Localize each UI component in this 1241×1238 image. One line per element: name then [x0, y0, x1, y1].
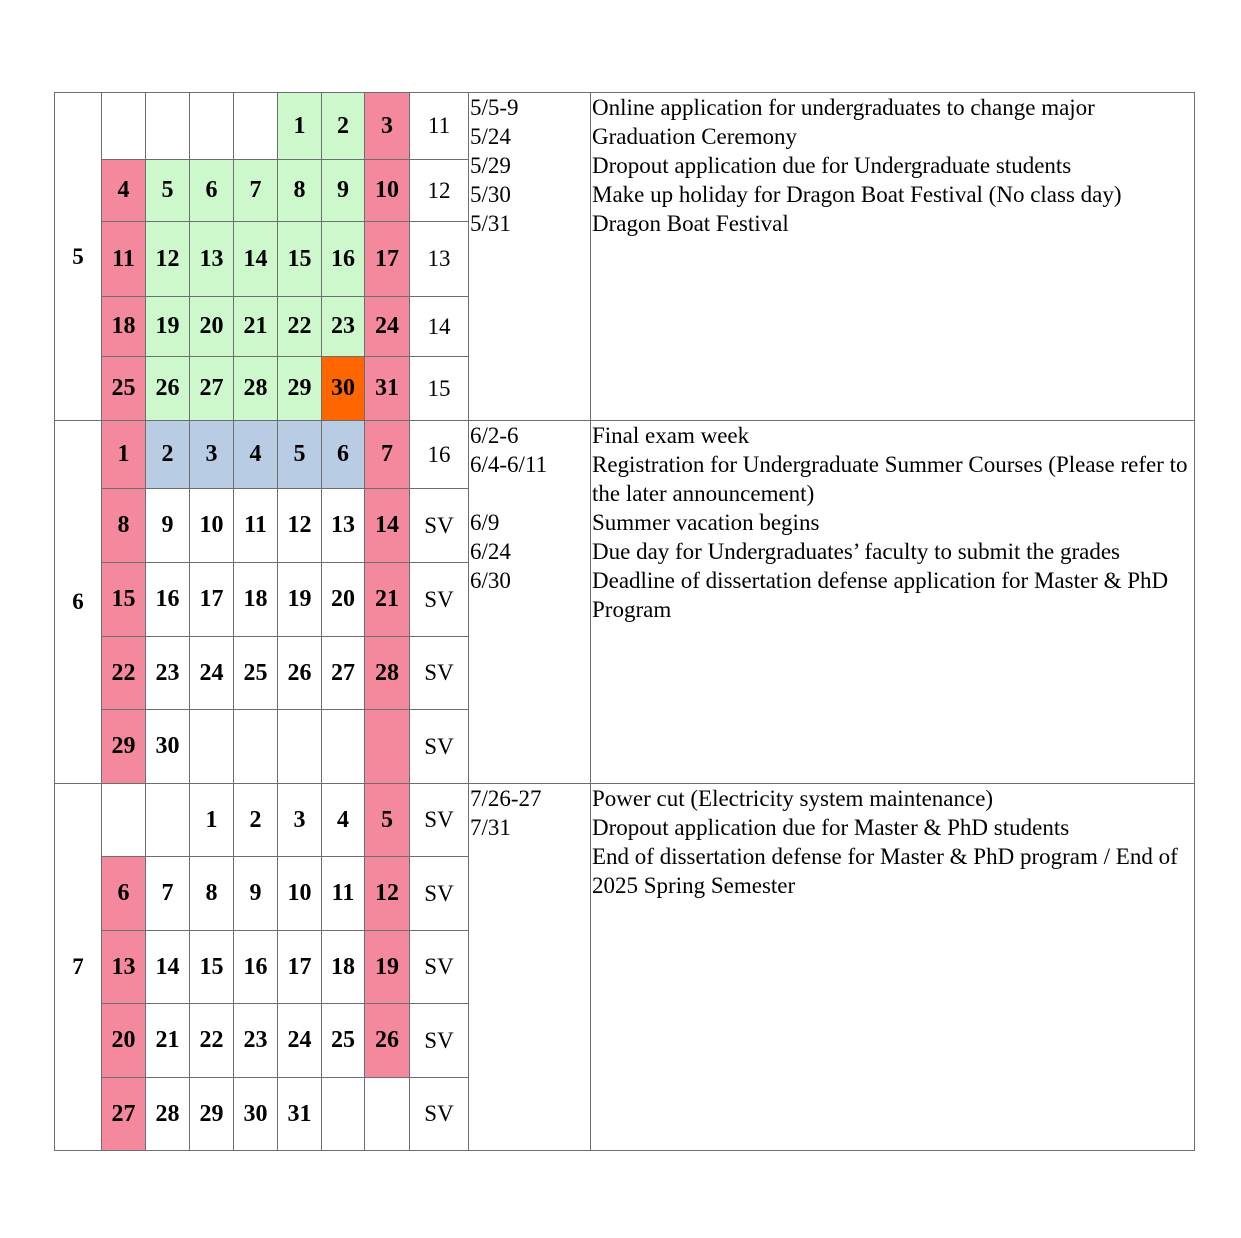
day-cell: 22: [190, 1004, 234, 1078]
week-number: 13: [410, 222, 469, 297]
week-row: [55, 421, 1195, 489]
month-label: 7: [55, 784, 102, 1151]
day-cell: 11: [102, 222, 146, 297]
day-cell: [146, 93, 190, 160]
day-cell: [322, 1078, 365, 1151]
event-date: 7/26-27: [470, 786, 542, 811]
event-text: End of dissertation defense for Master & PhD program / End of 2025 Spring Semester: [592, 844, 1178, 898]
week-number: SV: [410, 563, 469, 637]
day-cell: 15: [190, 931, 234, 1004]
day-cell: 19: [365, 931, 410, 1004]
event-descriptions: [591, 93, 1195, 421]
day-cell: 1: [102, 421, 146, 489]
day-cell: 3: [278, 784, 322, 857]
day-cell: 28: [234, 357, 278, 421]
day-cell: 3: [190, 421, 234, 489]
day-cell: 16: [146, 563, 190, 637]
day-cell: 29: [190, 1078, 234, 1151]
event-descriptions: [591, 421, 1195, 784]
day-cell: 4: [234, 421, 278, 489]
week-row: [55, 93, 1195, 160]
day-cell: 3: [365, 93, 410, 160]
day-cell: 12: [365, 857, 410, 931]
day-cell: 4: [102, 160, 146, 222]
day-cell: 9: [146, 489, 190, 563]
event-date: 5/5-9: [470, 95, 519, 120]
day-cell: 28: [365, 637, 410, 710]
event-text: Power cut (Electricity system maintenance): [592, 786, 994, 811]
event-descriptions: [591, 784, 1195, 1151]
day-cell: 23: [234, 1004, 278, 1078]
day-cell: 28: [146, 1078, 190, 1151]
day-cell: 17: [365, 222, 410, 297]
day-cell: 24: [365, 297, 410, 357]
event-text: Dropout application due for Undergraduate students: [592, 153, 1072, 178]
event-text: Dragon Boat Festival: [592, 211, 789, 236]
day-cell: 18: [234, 563, 278, 637]
day-cell: 27: [322, 637, 365, 710]
week-number: SV: [410, 1004, 469, 1078]
day-cell: 10: [190, 489, 234, 563]
week-number: SV: [410, 710, 469, 784]
day-cell: 26: [365, 1004, 410, 1078]
day-cell: 17: [190, 563, 234, 637]
day-cell: 1: [190, 784, 234, 857]
day-cell: 7: [146, 857, 190, 931]
day-cell: 21: [365, 563, 410, 637]
day-cell: 20: [102, 1004, 146, 1078]
day-cell: [365, 710, 410, 784]
event-text: Dropout application due for Master & PhD students: [592, 815, 1070, 840]
event-date: 5/30: [470, 182, 511, 207]
event-text: Make up holiday for Dragon Boat Festival (No class day): [592, 182, 1122, 207]
day-cell: 31: [278, 1078, 322, 1151]
day-cell: 29: [278, 357, 322, 421]
day-cell: 4: [322, 784, 365, 857]
day-cell: 18: [322, 931, 365, 1004]
event-text: Summer vacation begins: [592, 510, 820, 535]
day-cell: 23: [146, 637, 190, 710]
day-cell: [146, 784, 190, 857]
day-cell: 27: [102, 1078, 146, 1151]
event-date: 6/24: [470, 539, 511, 564]
day-cell: 6: [190, 160, 234, 222]
day-cell: 11: [322, 857, 365, 931]
day-cell: 15: [102, 563, 146, 637]
day-cell: [190, 93, 234, 160]
day-cell: 14: [234, 222, 278, 297]
day-cell: 25: [322, 1004, 365, 1078]
day-cell: 10: [365, 160, 410, 222]
day-cell: 31: [365, 357, 410, 421]
day-cell: 24: [190, 637, 234, 710]
day-cell: 20: [322, 563, 365, 637]
day-cell: 25: [234, 637, 278, 710]
day-cell: 2: [146, 421, 190, 489]
week-number: SV: [410, 931, 469, 1004]
day-cell: 9: [322, 160, 365, 222]
day-cell: 14: [146, 931, 190, 1004]
week-number: SV: [410, 784, 469, 857]
week-number: SV: [410, 857, 469, 931]
event-dates: [469, 93, 591, 421]
day-cell: 13: [102, 931, 146, 1004]
day-cell: 16: [234, 931, 278, 1004]
event-date: 5/31: [470, 211, 511, 236]
day-cell: 13: [190, 222, 234, 297]
day-cell: 30: [322, 357, 365, 421]
event-dates: [469, 421, 591, 784]
day-cell: 18: [102, 297, 146, 357]
day-cell: 30: [146, 710, 190, 784]
week-number: 14: [410, 297, 469, 357]
day-cell: 30: [234, 1078, 278, 1151]
event-date: 7/31: [470, 815, 511, 840]
day-cell: 8: [278, 160, 322, 222]
day-cell: 24: [278, 1004, 322, 1078]
week-number: 15: [410, 357, 469, 421]
day-cell: [365, 1078, 410, 1151]
event-date: 5/29: [470, 153, 511, 178]
month-label: 5: [55, 93, 102, 421]
event-date: 6/30: [470, 568, 511, 593]
event-text: Due day for Undergraduates’ faculty to submit the grades: [592, 539, 1120, 564]
event-date: 5/24: [470, 124, 511, 149]
day-cell: 21: [146, 1004, 190, 1078]
day-cell: 6: [322, 421, 365, 489]
event-date: 6/9: [470, 510, 500, 535]
day-cell: [234, 710, 278, 784]
week-row: [55, 784, 1195, 857]
academic-calendar-table: [54, 92, 1195, 1151]
day-cell: 19: [278, 563, 322, 637]
week-number: SV: [410, 637, 469, 710]
day-cell: 29: [102, 710, 146, 784]
day-cell: 5: [278, 421, 322, 489]
event-dates: [469, 784, 591, 1151]
day-cell: 12: [146, 222, 190, 297]
day-cell: 5: [146, 160, 190, 222]
day-cell: 26: [278, 637, 322, 710]
day-cell: [102, 93, 146, 160]
day-cell: 26: [146, 357, 190, 421]
day-cell: 8: [190, 857, 234, 931]
day-cell: 20: [190, 297, 234, 357]
day-cell: [234, 93, 278, 160]
day-cell: 9: [234, 857, 278, 931]
event-text: Deadline of dissertation defense application for Master & PhD Program: [592, 568, 1169, 622]
week-number: 16: [410, 421, 469, 489]
week-number: 11: [410, 93, 469, 160]
day-cell: 11: [234, 489, 278, 563]
day-cell: [278, 710, 322, 784]
week-number: SV: [410, 489, 469, 563]
day-cell: 1: [278, 93, 322, 160]
week-number: 12: [410, 160, 469, 222]
day-cell: 13: [322, 489, 365, 563]
event-text: Final exam week: [592, 423, 750, 448]
day-cell: 14: [365, 489, 410, 563]
day-cell: [190, 710, 234, 784]
day-cell: 16: [322, 222, 365, 297]
event-text: Registration for Undergraduate Summer Courses (Please refer to the later announcement): [592, 452, 1188, 506]
day-cell: 6: [102, 857, 146, 931]
event-date: 6/2-6: [470, 423, 519, 448]
event-date: 6/4-6/11: [470, 452, 548, 477]
day-cell: 22: [278, 297, 322, 357]
day-cell: 12: [278, 489, 322, 563]
day-cell: 8: [102, 489, 146, 563]
day-cell: 21: [234, 297, 278, 357]
day-cell: [102, 784, 146, 857]
day-cell: 25: [102, 357, 146, 421]
day-cell: 15: [278, 222, 322, 297]
day-cell: 19: [146, 297, 190, 357]
day-cell: 17: [278, 931, 322, 1004]
week-number: SV: [410, 1078, 469, 1151]
day-cell: 7: [365, 421, 410, 489]
day-cell: [322, 710, 365, 784]
day-cell: 2: [322, 93, 365, 160]
day-cell: 23: [322, 297, 365, 357]
month-label: 6: [55, 421, 102, 784]
day-cell: 2: [234, 784, 278, 857]
day-cell: 10: [278, 857, 322, 931]
day-cell: 5: [365, 784, 410, 857]
event-text: Online application for undergraduates to change major: [592, 95, 1095, 120]
day-cell: 27: [190, 357, 234, 421]
event-text: Graduation Ceremony: [592, 124, 798, 149]
day-cell: 22: [102, 637, 146, 710]
day-cell: 7: [234, 160, 278, 222]
